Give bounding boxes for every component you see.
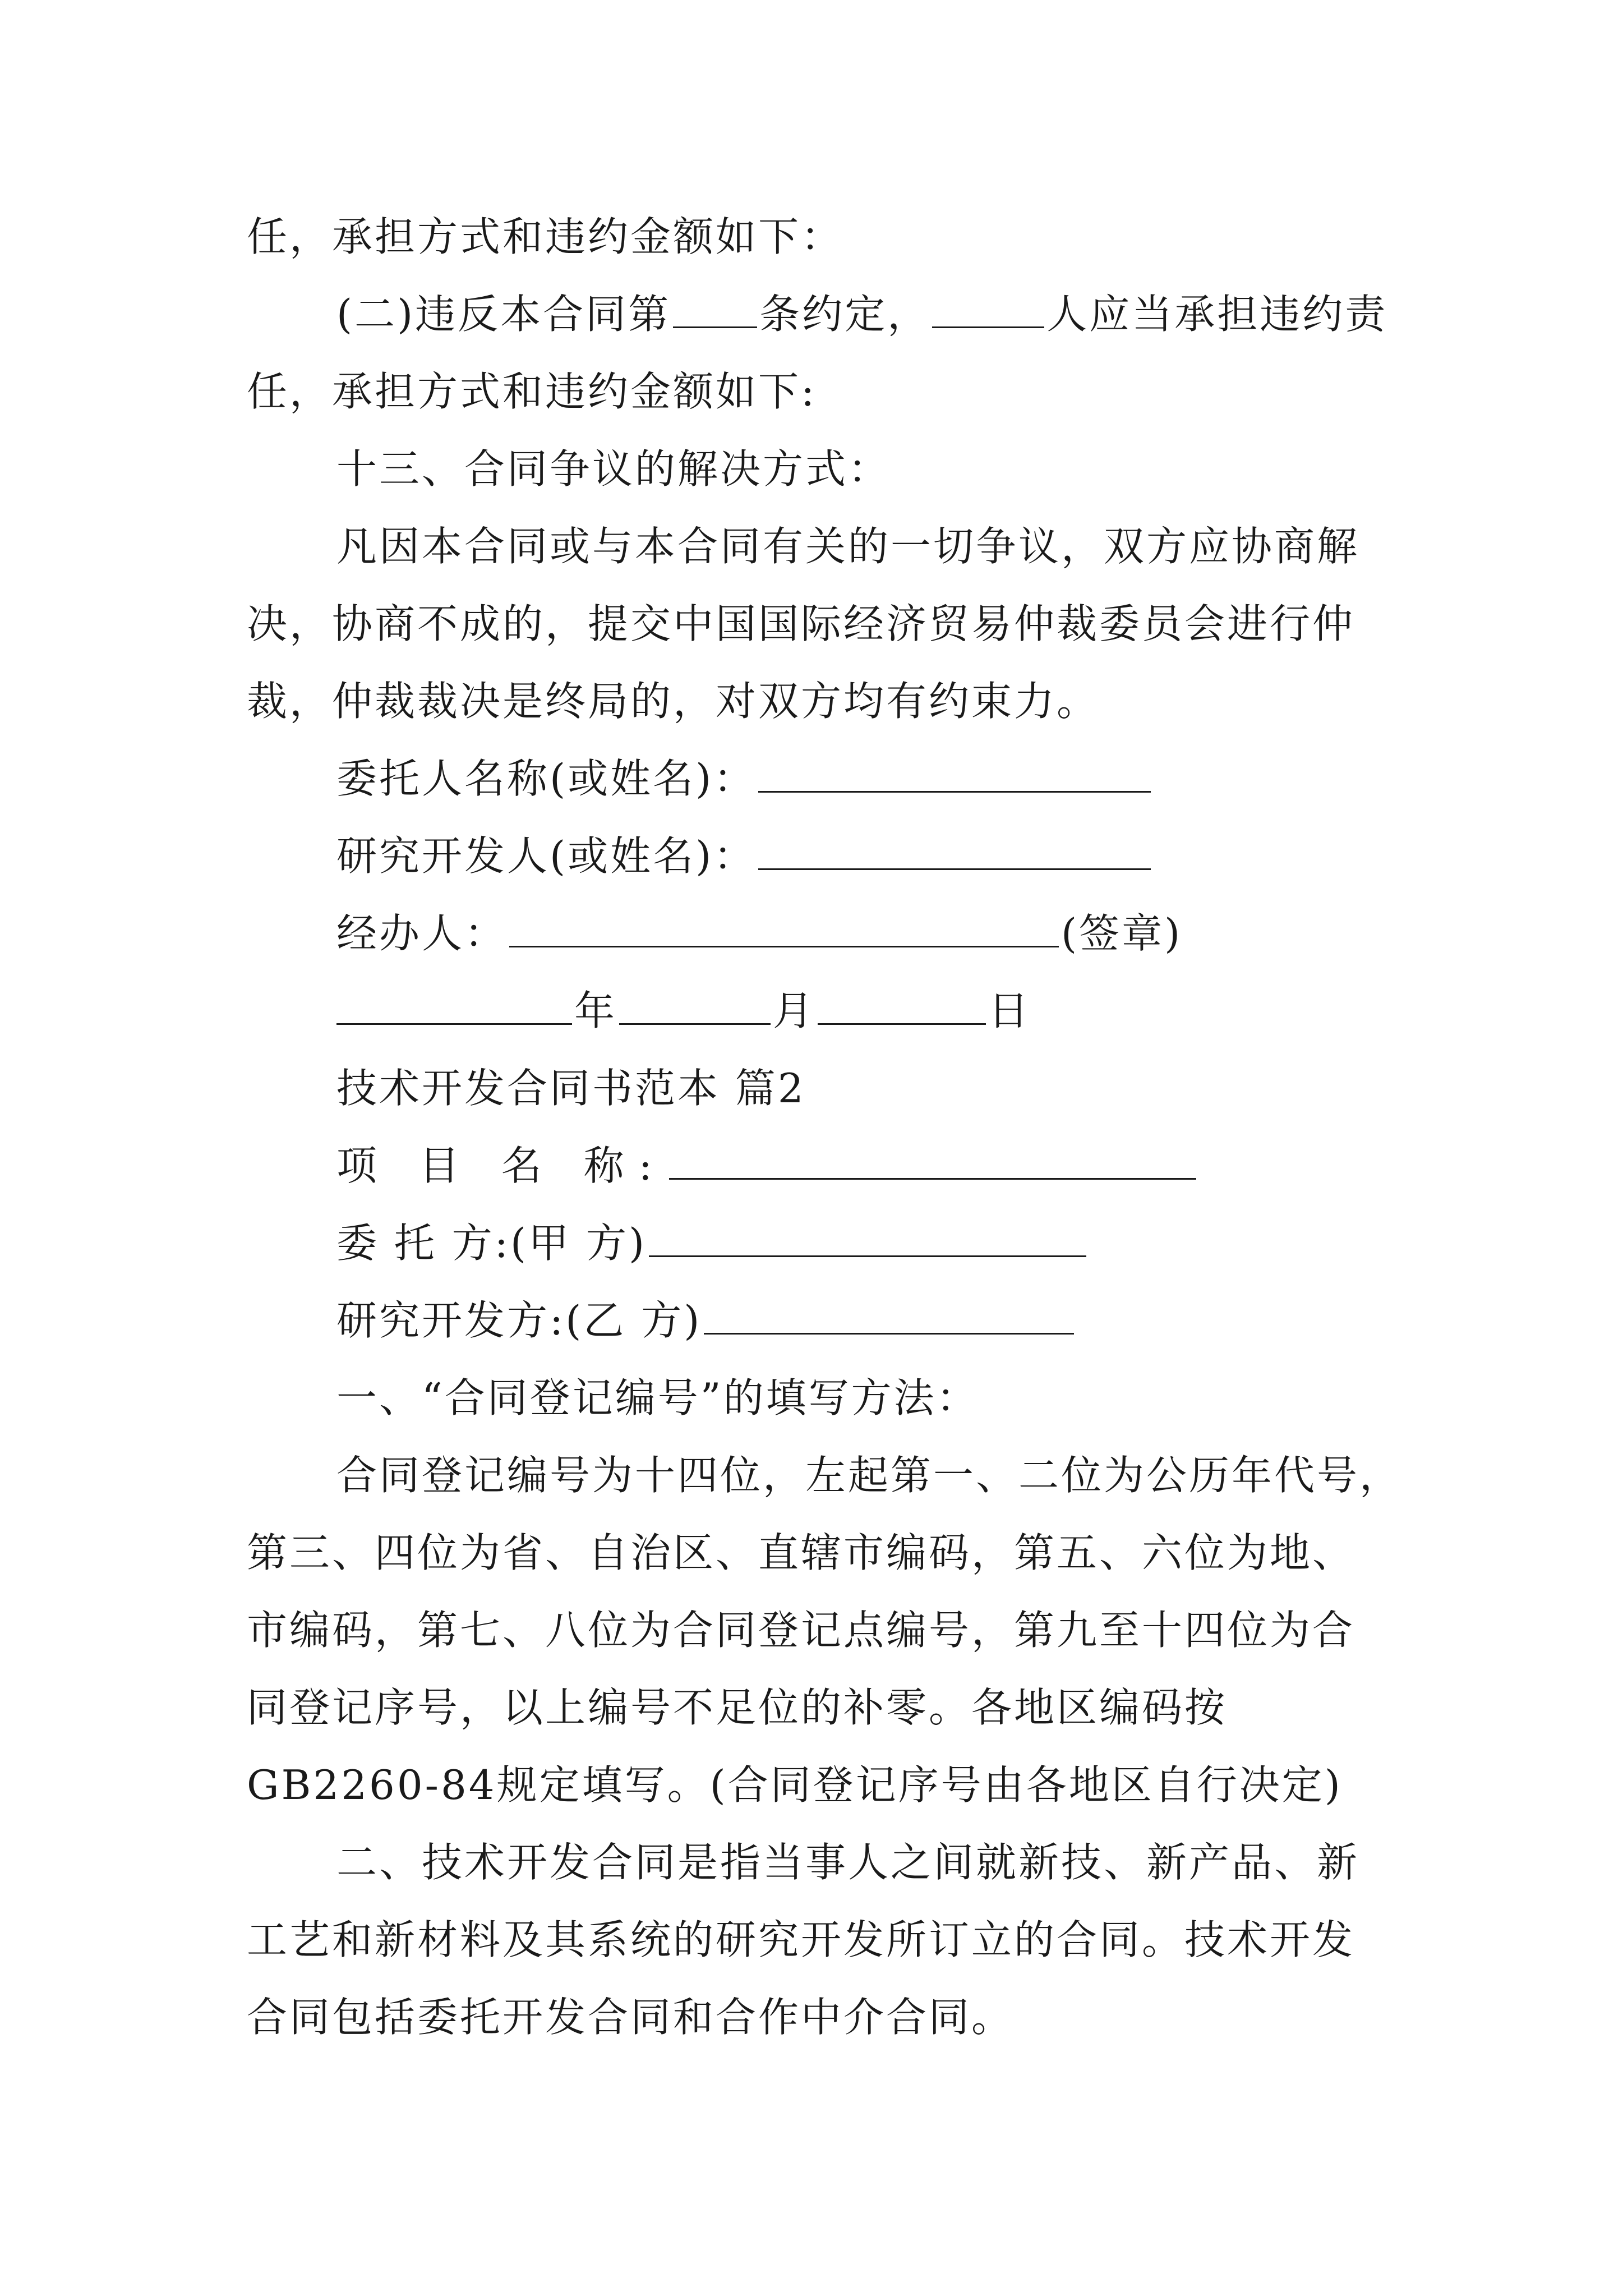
day-field[interactable] bbox=[818, 984, 986, 1025]
text: 任，承担方式和违约金额如下： bbox=[247, 213, 844, 260]
developer-name-field[interactable] bbox=[758, 829, 1151, 870]
text: 月 bbox=[773, 987, 816, 1034]
text: (二)违反本合同第 bbox=[336, 291, 671, 338]
paragraph-line bbox=[247, 1912, 1355, 1968]
text: 合同包括委托开发合同和合作中介合同。 bbox=[247, 1994, 1015, 2041]
section-heading bbox=[336, 441, 891, 497]
party-a-field[interactable] bbox=[649, 1216, 1086, 1257]
paragraph-line bbox=[247, 1757, 1343, 1813]
form-line bbox=[336, 1138, 1198, 1194]
paragraph-line bbox=[247, 1525, 1355, 1581]
text: 裁，仲裁裁决是终局的，对双方均有约束力。 bbox=[247, 678, 1100, 725]
paragraph-line bbox=[247, 1989, 1014, 2045]
paragraph-line bbox=[247, 1602, 1355, 1658]
text: 凡因本合同或与本合同有关的一切争议，双方应协商解 bbox=[336, 523, 1360, 570]
text: 项 目 名 称: bbox=[336, 1142, 667, 1189]
text: 技术开发合同书范本 篇2 bbox=[336, 1065, 806, 1112]
signature-line bbox=[336, 905, 1182, 961]
date-line bbox=[336, 983, 1031, 1039]
project-name-field[interactable] bbox=[669, 1139, 1196, 1180]
paragraph-line bbox=[336, 518, 1359, 574]
text: 任，承担方式和违约金额如下: bbox=[247, 368, 817, 415]
text: 同登记序号，以上编号不足位的补零。各地区编码按 bbox=[247, 1684, 1228, 1731]
blank-field[interactable] bbox=[932, 287, 1044, 328]
form-line bbox=[336, 1215, 1089, 1271]
form-line bbox=[336, 1292, 1076, 1349]
text: 日 bbox=[988, 987, 1031, 1034]
section-title bbox=[336, 1060, 806, 1116]
text: 第三、四位为省、自治区、直辖市编码，第五、六位为地、 bbox=[247, 1529, 1355, 1576]
signature-line bbox=[336, 828, 1153, 884]
handler-field[interactable] bbox=[509, 907, 1059, 947]
text: 市编码，第七、八位为合同登记点编号，第九至十四位为合 bbox=[247, 1607, 1355, 1654]
client-name-field[interactable] bbox=[758, 752, 1151, 793]
paragraph-line bbox=[336, 286, 1387, 342]
paragraph-line bbox=[336, 1447, 1402, 1503]
signature-line bbox=[336, 751, 1153, 807]
text: 二、技术开发合同是指当事人之间就新技、新产品、新 bbox=[336, 1839, 1360, 1886]
text: 委托人名称(或姓名)： bbox=[336, 755, 757, 802]
text: 研究开发人(或姓名)： bbox=[336, 832, 757, 880]
text: 工艺和新材料及其系统的研究开发所订立的合同。技术开发 bbox=[247, 1916, 1355, 1963]
paragraph-line bbox=[247, 209, 843, 265]
text: 一、“合同登记编号”的填写方法： bbox=[336, 1374, 979, 1421]
paragraph-line bbox=[247, 1680, 1227, 1736]
month-field[interactable] bbox=[619, 984, 771, 1025]
text: 决，协商不成的，提交中国国际经济贸易仲裁委员会进行仲 bbox=[247, 600, 1355, 647]
text: 年 bbox=[574, 987, 617, 1034]
text: 研究开发方:(乙 方) bbox=[336, 1297, 702, 1344]
text: GB2260-84规定填写。(合同登记序号由各地区自行决定) bbox=[247, 1761, 1343, 1809]
text: 人应当承担违约责 bbox=[1046, 291, 1388, 338]
text: 经办人： bbox=[336, 910, 508, 957]
paragraph-line bbox=[247, 364, 817, 420]
year-field[interactable] bbox=[336, 984, 572, 1025]
paragraph-line bbox=[247, 596, 1355, 652]
text: 条约定， bbox=[759, 291, 930, 338]
paragraph-line bbox=[247, 673, 1099, 729]
blank-field[interactable] bbox=[673, 287, 757, 328]
text: 委 托 方:(甲 方) bbox=[336, 1220, 647, 1267]
paragraph-line bbox=[336, 1834, 1359, 1890]
text: (签章) bbox=[1061, 910, 1183, 957]
party-b-field[interactable] bbox=[704, 1294, 1074, 1335]
text: 十三、合同争议的解决方式： bbox=[336, 445, 891, 493]
section-heading bbox=[336, 1370, 979, 1426]
text: 合同登记编号为十四位，左起第一、二位为公历年代号， bbox=[336, 1452, 1403, 1499]
